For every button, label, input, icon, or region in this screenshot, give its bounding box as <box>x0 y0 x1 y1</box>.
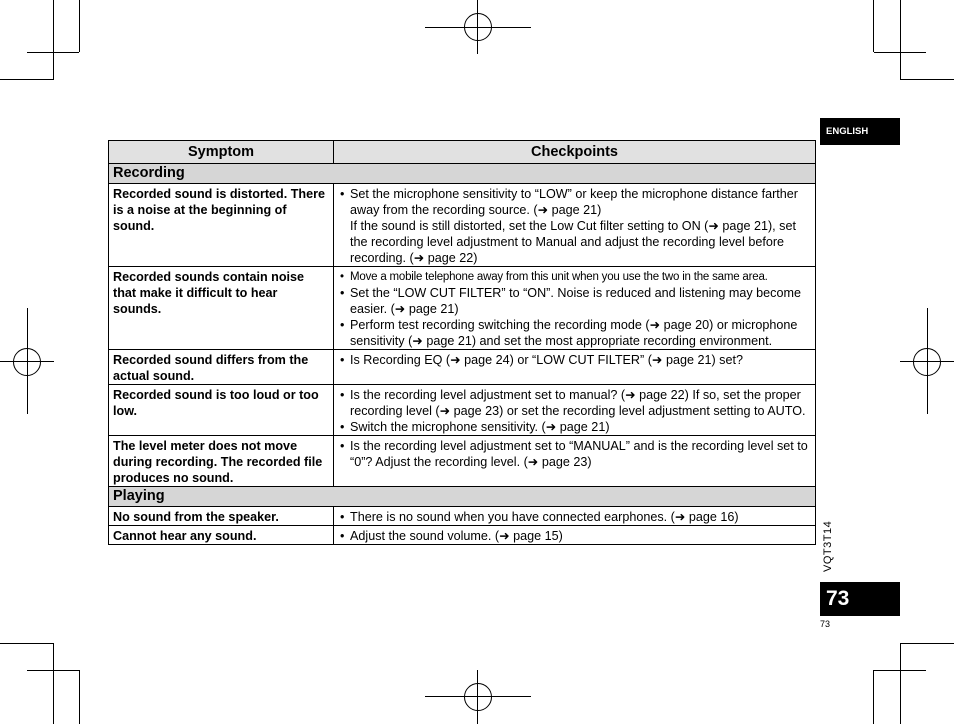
troubleshooting-table <box>108 140 816 545</box>
checkpoint-item: • Is the recording level adjustment set to “MANUAL” and is the recording level set to “0”? Adjust the recording level. (➜ page 23) <box>340 438 811 470</box>
symptom-cell: Cannot hear any sound. <box>109 526 334 545</box>
checkpoint-item: • Perform test recording switching the recording mode (➜ page 20) or microphone sensitivity (➜ page 21) and set the most appropriate recording environment. <box>340 317 811 349</box>
checkpoint-item: • Set the “LOW CUT FILTER” to “ON”. Noise is reduced and listening may become easier. (➜ page 21) <box>340 285 811 317</box>
symptom-cell: Recorded sounds contain noise that make it difficult to hear sounds. <box>109 267 334 350</box>
language-tab: ENGLISH <box>820 118 900 145</box>
symptom-header: Symptom <box>109 141 334 164</box>
symptom-cell: Recorded sound differs from the actual sound. <box>109 350 334 385</box>
checkpoints-cell <box>334 436 816 487</box>
page-number-small: 73 <box>820 619 831 629</box>
section-row-recording <box>109 164 816 184</box>
checkpoint-item: • Set the microphone sensitivity to “LOW” or keep the microphone distance farther away from the recording source. (➜ page 21) If the sound is still distorted, set the Low Cut filter setting to ON (➜ page 21), set the recording level adjustment to Manual and adjust the recording level before recording. (➜ page 22) <box>340 186 811 266</box>
checkpoint-item: • Switch the microphone sensitivity. (➜ page 21) <box>340 419 811 435</box>
table-row <box>109 507 816 526</box>
table-row <box>109 184 816 267</box>
symptom-cell: The level meter does not move during recording. The recorded file produces no sound. <box>109 436 334 487</box>
table-row <box>109 350 816 385</box>
document-code: VQT3T14 <box>822 520 834 572</box>
checkpoints-cell <box>334 507 816 526</box>
symptom-cell: Recorded sound is distorted. There is a noise at the beginning of sound. <box>109 184 334 267</box>
checkpoint-item: • There is no sound when you have connected earphones. (➜ page 16) <box>340 509 811 525</box>
section-row-playing <box>109 487 816 507</box>
checkpoint-item: • Is Recording EQ (➜ page 24) or “LOW CUT FILTER” (➜ page 21) set? <box>340 352 811 368</box>
checkpoints-cell <box>334 184 816 267</box>
symptom-cell: Recorded sound is too loud or too low. <box>109 385 334 436</box>
checkpoints-header: Checkpoints <box>334 141 816 164</box>
section-title: Recording <box>109 164 816 184</box>
symptom-cell: No sound from the speaker. <box>109 507 334 526</box>
table-header-row <box>109 141 816 164</box>
table-row <box>109 436 816 487</box>
checkpoints-cell <box>334 350 816 385</box>
checkpoints-cell <box>334 385 816 436</box>
table-row <box>109 385 816 436</box>
section-title: Playing <box>109 487 816 507</box>
page-number-badge: 73 <box>820 582 900 616</box>
checkpoints-cell <box>334 526 816 545</box>
table-row <box>109 526 816 545</box>
checkpoint-item: • Move a mobile telephone away from this unit when you use the two in the same area. <box>340 269 811 285</box>
table-row <box>109 267 816 350</box>
checkpoint-item: • Adjust the sound volume. (➜ page 15) <box>340 528 811 544</box>
checkpoint-item: • Is the recording level adjustment set to manual? (➜ page 22) If so, set the proper recording level (➜ page 23) or set the recording level adjustment setting to AUTO. <box>340 387 811 419</box>
checkpoints-cell <box>334 267 816 350</box>
